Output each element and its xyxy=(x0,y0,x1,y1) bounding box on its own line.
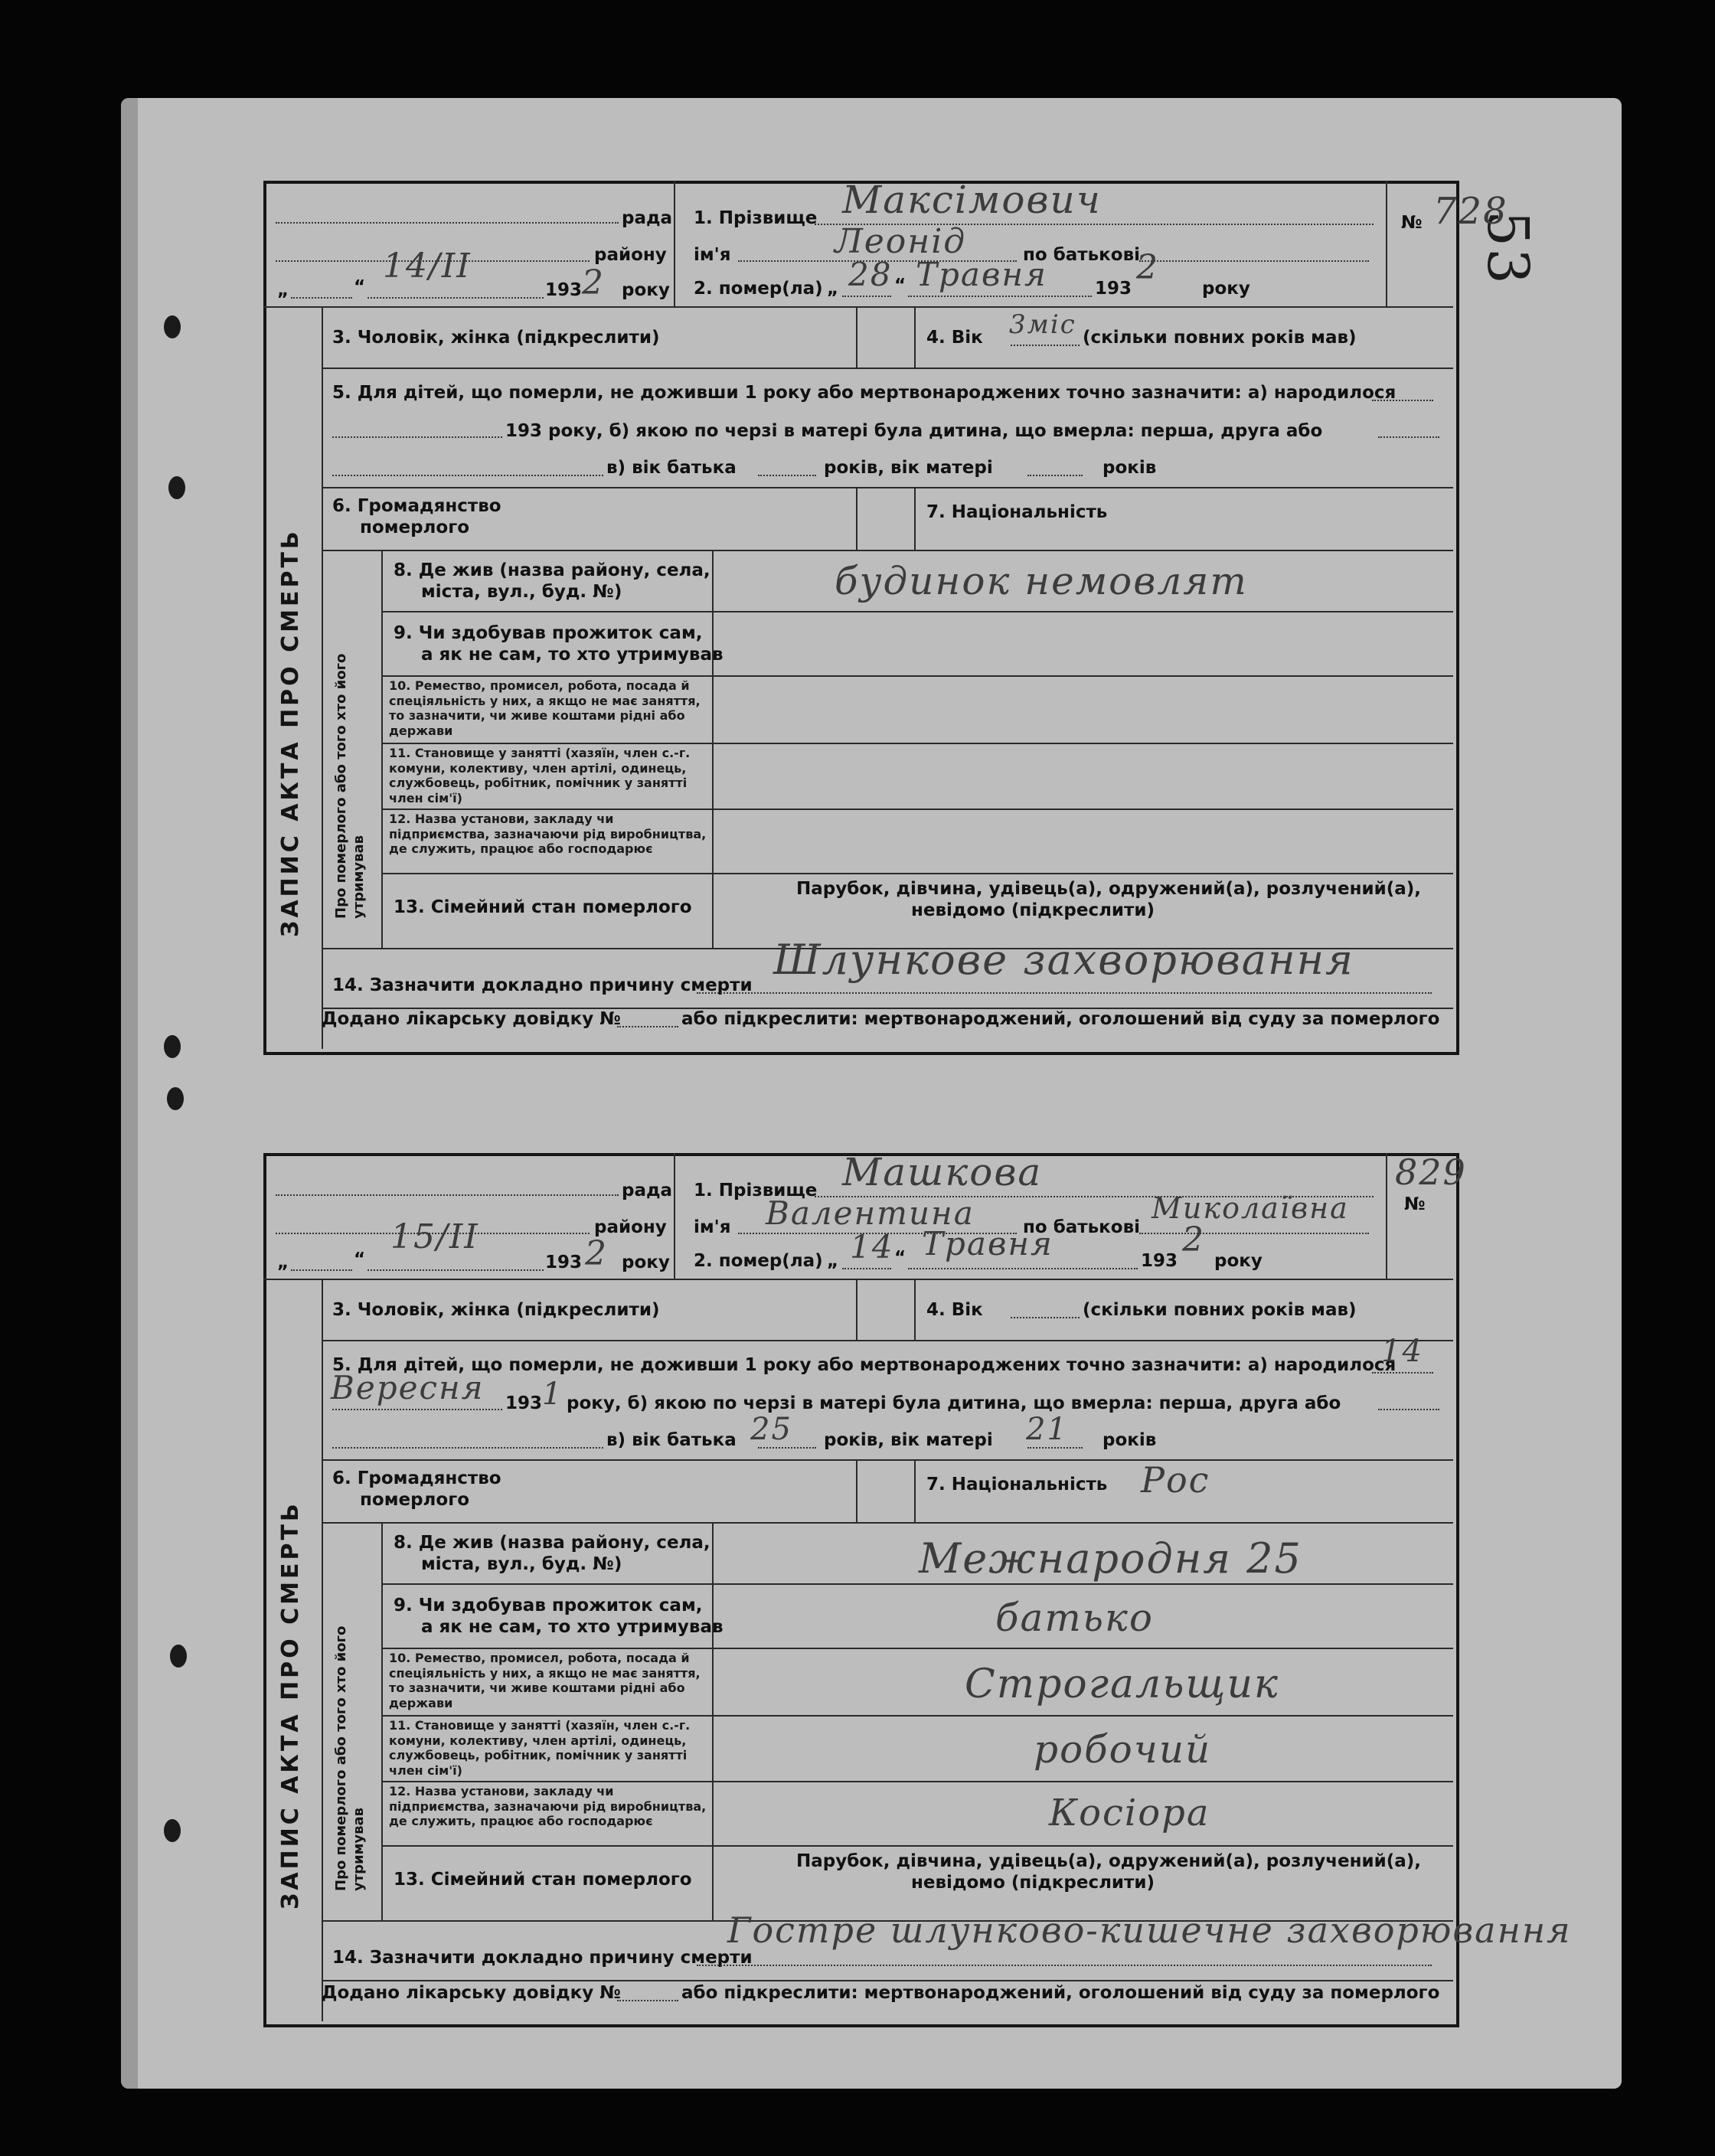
council-label: рада xyxy=(622,1181,673,1200)
hw-death-year: 2 xyxy=(1136,248,1159,287)
marital-status-label: 13. Сімейний стан померлого xyxy=(394,1870,692,1890)
stillborn-options: або підкреслити: мертвонароджений, оголошений від суду за померлого xyxy=(681,1983,1440,2003)
citizenship-label: 6. Громадянство xyxy=(332,1468,501,1488)
infant-line-2: року, б) якою по черзі в матері була дитина, що вмерла: перша, друга або xyxy=(567,1393,1341,1413)
hw-occupation: Строгальщик xyxy=(965,1661,1279,1707)
hw-father-age: 25 xyxy=(750,1412,792,1447)
surname-label: 1. Прізвище xyxy=(694,208,818,228)
year-prefix: 193 xyxy=(1141,1251,1178,1271)
hw-death-day: 28 xyxy=(848,256,893,293)
punch-hole xyxy=(167,1087,184,1110)
hw-employment-status: робочий xyxy=(1034,1727,1212,1772)
citizenship-label: 6. Громадянство xyxy=(332,496,501,516)
hw-death-month: Травня xyxy=(922,1225,1054,1263)
death-date-label: 2. помер(ла) xyxy=(694,1251,823,1271)
death-cause-label: 14. Зазначити докладно причину смерти xyxy=(332,975,753,995)
residence-label-2: міста, вул., буд. №) xyxy=(421,582,622,602)
hw-name: Леонід xyxy=(835,222,967,261)
paper-edge xyxy=(121,98,138,2089)
hw-record-number: 829 xyxy=(1395,1152,1467,1193)
age-label: 4. Вік xyxy=(926,1300,983,1320)
hw-surname: Машкова xyxy=(842,1150,1043,1194)
punch-hole xyxy=(164,315,181,338)
quote-mid: “ xyxy=(894,1248,906,1268)
quote-mid: “ xyxy=(894,276,906,296)
district-label: району xyxy=(594,245,667,265)
father-age-label: в) вік батька xyxy=(606,458,737,478)
punch-hole xyxy=(164,1035,181,1058)
marital-status-label: 13. Сімейний стан померлого xyxy=(394,897,692,917)
medical-certificate-label: Додано лікарську довідку № xyxy=(322,1983,621,2003)
medical-certificate-label: Додано лікарську довідку № xyxy=(322,1009,621,1029)
hw-residence: Межнародня 25 xyxy=(919,1534,1302,1583)
mother-age-label: років, вік матері xyxy=(824,1430,993,1450)
workplace-label: 12. Назва установи, закладу чи підприємства, зазначаючи рід виробництва, де служить, працює або господарює xyxy=(389,1784,707,1829)
hw-age: 3міс xyxy=(1009,309,1076,340)
hw-registration-date: 15/II xyxy=(390,1217,479,1256)
hw-registration-year: 2 xyxy=(582,263,605,302)
hw-registration-year: 2 xyxy=(585,1234,608,1273)
year-prefix: 193 xyxy=(1095,279,1132,299)
quote-mid: “ xyxy=(354,277,366,297)
livelihood-label-2: а як не сам, то хто утримував xyxy=(421,1617,724,1637)
age-label: 4. Вік xyxy=(926,328,983,348)
occupation-label: 10. Ремество, промисел, робота, посада й спеціяльність у них, а якщо не має заняття, то зазначити, чи живе коштами рідні або держави xyxy=(389,1651,701,1710)
quote-mid: “ xyxy=(354,1250,366,1269)
record-frame xyxy=(263,181,1459,1055)
infant-line-2: року, б) якою по черзі в матері була дитина, що вмерла: перша, друга або xyxy=(548,421,1323,441)
death-date-label: 2. помер(ла) xyxy=(694,279,823,299)
mother-age-label: років, вік матері xyxy=(824,458,993,478)
hw-death-month: Травня xyxy=(916,256,1047,293)
hw-born-year: 1 xyxy=(542,1377,564,1412)
year-label: року xyxy=(622,1253,670,1272)
residence-label: 8. Де жив (назва району, села, xyxy=(394,560,710,580)
record-number-label: № xyxy=(1401,213,1423,233)
nationality-label: 7. Національність xyxy=(926,1475,1108,1494)
hw-death-year: 2 xyxy=(1182,1220,1205,1259)
quote-open: „ xyxy=(277,1253,289,1272)
employment-status-label: 11. Становище у занятті (хазяїн, член с.-г. комуни, колективу, член артілі, одинець, службовець, робітник, помічник у занятті член сім'ї) xyxy=(389,1718,691,1778)
marital-status-options: Парубок, дівчина, удівець(а), одружений(а), розлучений(а), xyxy=(796,1851,1421,1871)
infant-year-prefix: 193 xyxy=(505,1393,543,1413)
punch-hole xyxy=(168,476,185,499)
age-hint: (скільки повних років мав) xyxy=(1083,1300,1357,1320)
record-number-label: № xyxy=(1404,1194,1426,1214)
years-label: років xyxy=(1102,1430,1157,1450)
father-age-label: в) вік батька xyxy=(606,1430,737,1450)
marital-status-options: Парубок, дівчина, удівець(а), одружений(а), розлучений(а), xyxy=(796,879,1421,899)
livelihood-label: 9. Чи здобував прожиток сам, xyxy=(394,623,703,643)
hw-record-number: 728 xyxy=(1433,190,1508,233)
years-label: років xyxy=(1102,458,1157,478)
hw-workplace: Косіора xyxy=(1049,1792,1210,1834)
district-label: району xyxy=(594,1217,667,1237)
hw-residence: будинок немовлят xyxy=(835,559,1248,603)
livelihood-label: 9. Чи здобував прожиток сам, xyxy=(394,1596,703,1615)
sex-label: 3. Чоловік, жінка (підкреслити) xyxy=(332,328,660,348)
record-side-subtitle: Про померлого або того хто його утримував xyxy=(333,1625,368,1891)
patronymic-label: по батькові xyxy=(1023,1217,1141,1237)
name-label: ім'я xyxy=(694,1217,731,1237)
nationality-label: 7. Національність xyxy=(926,502,1108,522)
hw-born-month: Вересня xyxy=(331,1369,485,1406)
year-label: року xyxy=(622,280,670,300)
hw-death-cause: Шлункове захворювання xyxy=(773,936,1354,984)
hw-born-day: 14 xyxy=(1381,1334,1423,1369)
hw-mother-age: 21 xyxy=(1026,1412,1068,1447)
marital-status-options-2: невідомо (підкреслити) xyxy=(911,900,1155,920)
year-label: року xyxy=(1202,279,1250,299)
residence-label-2: міста, вул., буд. №) xyxy=(421,1554,622,1574)
hw-death-day: 14 xyxy=(850,1228,894,1266)
quote-open: „ xyxy=(827,1251,839,1271)
year-label: року xyxy=(1214,1251,1263,1271)
hw-name: Валентина xyxy=(766,1194,975,1232)
year-prefix: 193 xyxy=(545,280,583,300)
workplace-label: 12. Назва установи, закладу чи підприємства, зазначаючи рід виробництва, де служить, працює або господарює xyxy=(389,812,707,857)
record-side-title: ЗАПИС АКТА ПРО СМЕРТЬ xyxy=(277,528,304,937)
year-prefix: 193 xyxy=(545,1253,583,1272)
age-hint: (скільки повних років мав) xyxy=(1083,328,1357,348)
infant-year-prefix: 193 xyxy=(505,421,543,441)
death-cause-label: 14. Зазначити докладно причину смерти xyxy=(332,1948,753,1968)
quote-open: „ xyxy=(277,280,289,300)
punch-hole xyxy=(164,1819,181,1842)
archive-sheet-number: 53 xyxy=(1475,211,1540,286)
surname-label: 1. Прізвище xyxy=(694,1181,818,1200)
citizenship-label-2: померлого xyxy=(360,518,470,537)
citizenship-label-2: померлого xyxy=(360,1490,470,1510)
infant-line-1: 5. Для дітей, що померли, не доживши 1 року або мертвонароджених точно зазначити: а) народилося xyxy=(332,1355,1396,1375)
livelihood-label-2: а як не сам, то хто утримував xyxy=(421,645,724,665)
hw-nationality: Рос xyxy=(1141,1459,1210,1501)
punch-hole xyxy=(170,1645,187,1668)
name-label: ім'я xyxy=(694,245,731,265)
quote-open: „ xyxy=(827,279,839,299)
employment-status-label: 11. Становище у занятті (хазяїн, член с.-г. комуни, колективу, член артілі, одинець, службовець, робітник, помічник у занятті член сім'ї) xyxy=(389,746,691,805)
council-label: рада xyxy=(622,208,673,228)
sex-label: 3. Чоловік, жінка (підкреслити) xyxy=(332,1300,660,1320)
occupation-label: 10. Ремество, промисел, робота, посада й спеціяльність у них, а якщо не має заняття, то зазначити, чи живе коштами рідні або держави xyxy=(389,678,701,738)
stillborn-options: або підкреслити: мертвонароджений, оголошений від суду за померлого xyxy=(681,1009,1440,1029)
record-frame xyxy=(263,1153,1459,2027)
hw-death-cause: Гостре шлунково-кишечне захворювання xyxy=(727,1909,1572,1951)
hw-surname: Максімович xyxy=(842,178,1102,222)
hw-livelihood: батько xyxy=(995,1596,1154,1640)
marital-status-options-2: невідомо (підкреслити) xyxy=(911,1873,1155,1893)
residence-label: 8. Де жив (назва району, села, xyxy=(394,1533,710,1553)
infant-line-1: 5. Для дітей, що померли, не доживши 1 року або мертвонароджених точно зазначити: а) народилося xyxy=(332,383,1396,403)
hw-patronymic: Миколаївна xyxy=(1152,1191,1349,1225)
patronymic-label: по батькові xyxy=(1023,245,1141,265)
hw-registration-date: 14/II xyxy=(383,247,472,286)
record-side-subtitle: Про померлого або того хто його утримував xyxy=(333,653,368,919)
record-side-title: ЗАПИС АКТА ПРО СМЕРТЬ xyxy=(277,1501,304,1909)
